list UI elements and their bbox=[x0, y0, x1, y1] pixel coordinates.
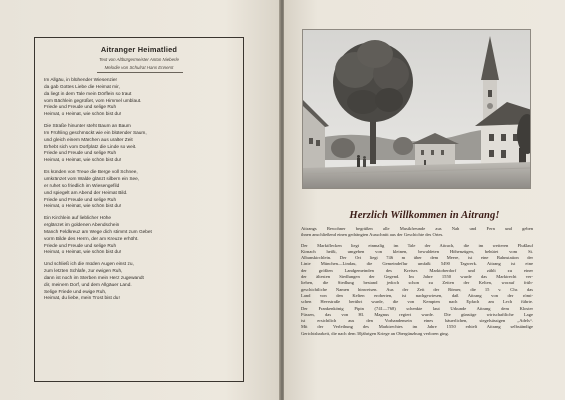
village-photo bbox=[302, 29, 531, 189]
poem-line: Ein Kirchlein auf lieblicher Höhe bbox=[44, 216, 112, 222]
left-page bbox=[0, 0, 281, 400]
article-line: Mit der Verleihung des Marktrechtes im Jahre 1550 erhielt Aitrang selbständige bbox=[301, 324, 533, 330]
poem-line: vom Bächlein gegrüßet, vom Himmel umblaut. bbox=[44, 98, 142, 104]
right-page bbox=[284, 0, 565, 400]
poem-line: Friede und Freude und selige Ruh bbox=[44, 105, 117, 111]
poem-line: Erhebt sich vom Dorfplatz die Linde so weit. bbox=[44, 144, 137, 150]
poem-line: erglänzet im goldenen Abendschein bbox=[44, 223, 120, 229]
poem-body bbox=[44, 78, 239, 308]
poem-line: Im Frühling geschmückt wie ein blütender Saum, bbox=[44, 130, 147, 136]
article-line: Land von den Kelten eroberten, ist nachgewiesen, daß Aitrang von der römi- bbox=[301, 292, 533, 298]
article-paragraph bbox=[301, 243, 533, 337]
poem-line: umkränzet vom Walde glänzt silbern ein See, bbox=[44, 176, 140, 182]
poem-line: Friede und Freude und selige Ruh bbox=[44, 197, 117, 203]
article-line: Der Frankenkönig Pipin (741—768) schenkte laut Urkunde Aitrang dem Kloster bbox=[301, 305, 533, 311]
poem-frame bbox=[34, 37, 244, 382]
poem-line: Es künden von Treue die Berge voll Schnee, bbox=[44, 170, 138, 176]
article-body bbox=[301, 226, 533, 341]
article-paragraph bbox=[301, 226, 533, 239]
poem-line: da gab Gottes Liebe die Heimat mir, bbox=[44, 84, 120, 90]
poem-line: da liegt in dem Tale mein Dörflein so traut bbox=[44, 91, 132, 97]
village-photo-image bbox=[303, 30, 531, 189]
poem-line: und spiegelt am Abend der Heimat Bild. bbox=[44, 190, 128, 196]
poem-line: dann ist noch im Sterben mein Herz zugewandt bbox=[44, 275, 144, 281]
poem-line: Im Allgäu, in blühender Wiesenzier bbox=[44, 78, 118, 83]
lyrics-credit: Text von Altbürgermeister Anton Nieberle bbox=[99, 57, 179, 62]
poem-stanza bbox=[44, 262, 239, 303]
article-line: Linie München—Lindau, die Gemeindeflur umfaßt 5490 Tagwerk. Aitrang ist eine bbox=[301, 261, 533, 267]
poem-line: Manch Feldkreuz am Wege dich stimmt zum Gebet bbox=[44, 229, 152, 235]
music-credit: Melodie von Schulrat Hans Ennerst bbox=[104, 65, 174, 70]
page-headline: Herzlich Willkommen in Aitrang! bbox=[349, 210, 500, 221]
article-line: Kirnach heißt, umgeben von kleinen, bewaldeten Höhenzügen, behütet vom St. bbox=[301, 248, 533, 254]
article-line: Der Marktflecken liegt einmalig im Tale der Aitrach, die im weiteren Flußlauf bbox=[301, 242, 533, 248]
poem-line: Heimat, o Heimat, wie schön bist du! bbox=[44, 204, 122, 210]
poem-stanza bbox=[44, 170, 239, 211]
poem-stanza bbox=[44, 216, 239, 257]
poem-line: Heimat, du liebe, mein Trost bist du! bbox=[44, 296, 120, 302]
poem-line: Und schließ ich die müden Augen einst zu, bbox=[44, 262, 134, 268]
article-line: ihnen anschließend einen gedrängten Ausschnitt aus der Geschichte des Ortes. bbox=[301, 232, 444, 238]
poem-line: Heimat, o Heimat, wie schön bist du! bbox=[44, 158, 122, 164]
article-line: liehen, die Siedlung bestand jedoch schon zu Zeiten der Kelten, worauf früh- bbox=[301, 280, 533, 286]
article-line: der größten Landgemeinden des Kreises Marktoberdorf und zählt zu einer bbox=[301, 267, 533, 273]
poem-line: zum letzten Schlafe, zur ewigen Ruh, bbox=[44, 269, 123, 275]
article-line: schen Heerstraße berührt wurde, die von Kempten nach Epfach am Lech führte. bbox=[301, 299, 533, 305]
poem-line: Die Straße hinunter steht Baum an Baum bbox=[44, 124, 131, 130]
article-line: geschichtliche Namen hinweisen. Aus der Zeit der Römer, die 15 v. Chr. das bbox=[301, 286, 533, 292]
poem-title: Aitranger Heimatlied bbox=[100, 45, 178, 54]
poem-line: er ruhet so friedlich im Wiesengefild bbox=[44, 183, 120, 189]
poem-line: Heimat, o Heimat, wie schön bist du! bbox=[44, 250, 122, 256]
article-line: Gerichtsbarkeit, die nach dem 30jährigen Kriege an Obergünzburg verloren ging. bbox=[301, 330, 449, 336]
poem-line: vorm Bilde des Herrn, der am Kreuze erhöht. bbox=[44, 236, 139, 242]
article-line: der ältesten Siedlungen der Gegend. Im Jahre 1550 wurde das Marktrecht ver- bbox=[301, 274, 533, 280]
poem-stanza bbox=[44, 78, 239, 119]
poem-line: Friede und Freude und selige Ruh bbox=[44, 243, 117, 249]
poem-line: dir, meinem Dorf, und dem Allgäuer Land. bbox=[44, 282, 132, 288]
title-separator bbox=[97, 72, 183, 73]
article-line: Aitrangs Bewohner begrüßen alle Musikfreunde aus Nah und Fern und geben bbox=[301, 226, 533, 231]
article-line: Füssen, das von Hl. Magnus regiert wurde. Die günstige wirtschaftliche Lage bbox=[301, 311, 533, 317]
poem-line: und gleich einem Märchen aus uralter Zeit bbox=[44, 137, 133, 143]
poem-line: Heimat, o Heimat, wie schön bist du! bbox=[44, 112, 122, 118]
poem-stanza bbox=[44, 124, 239, 165]
poem-line: Friede und Freude und selige Ruh bbox=[44, 151, 117, 157]
poem-line: Selige Friede und ewige Ruh, bbox=[44, 289, 107, 295]
article-line: Albanskirchlein. Der Ort liegt 746 m über dem Meere, ist eine Bahnstation der bbox=[301, 255, 533, 261]
article-line: ist ersichtlich aus den Vorhandensein eines bäuerlichen, siegelsässigen „Adels“. bbox=[301, 318, 533, 324]
